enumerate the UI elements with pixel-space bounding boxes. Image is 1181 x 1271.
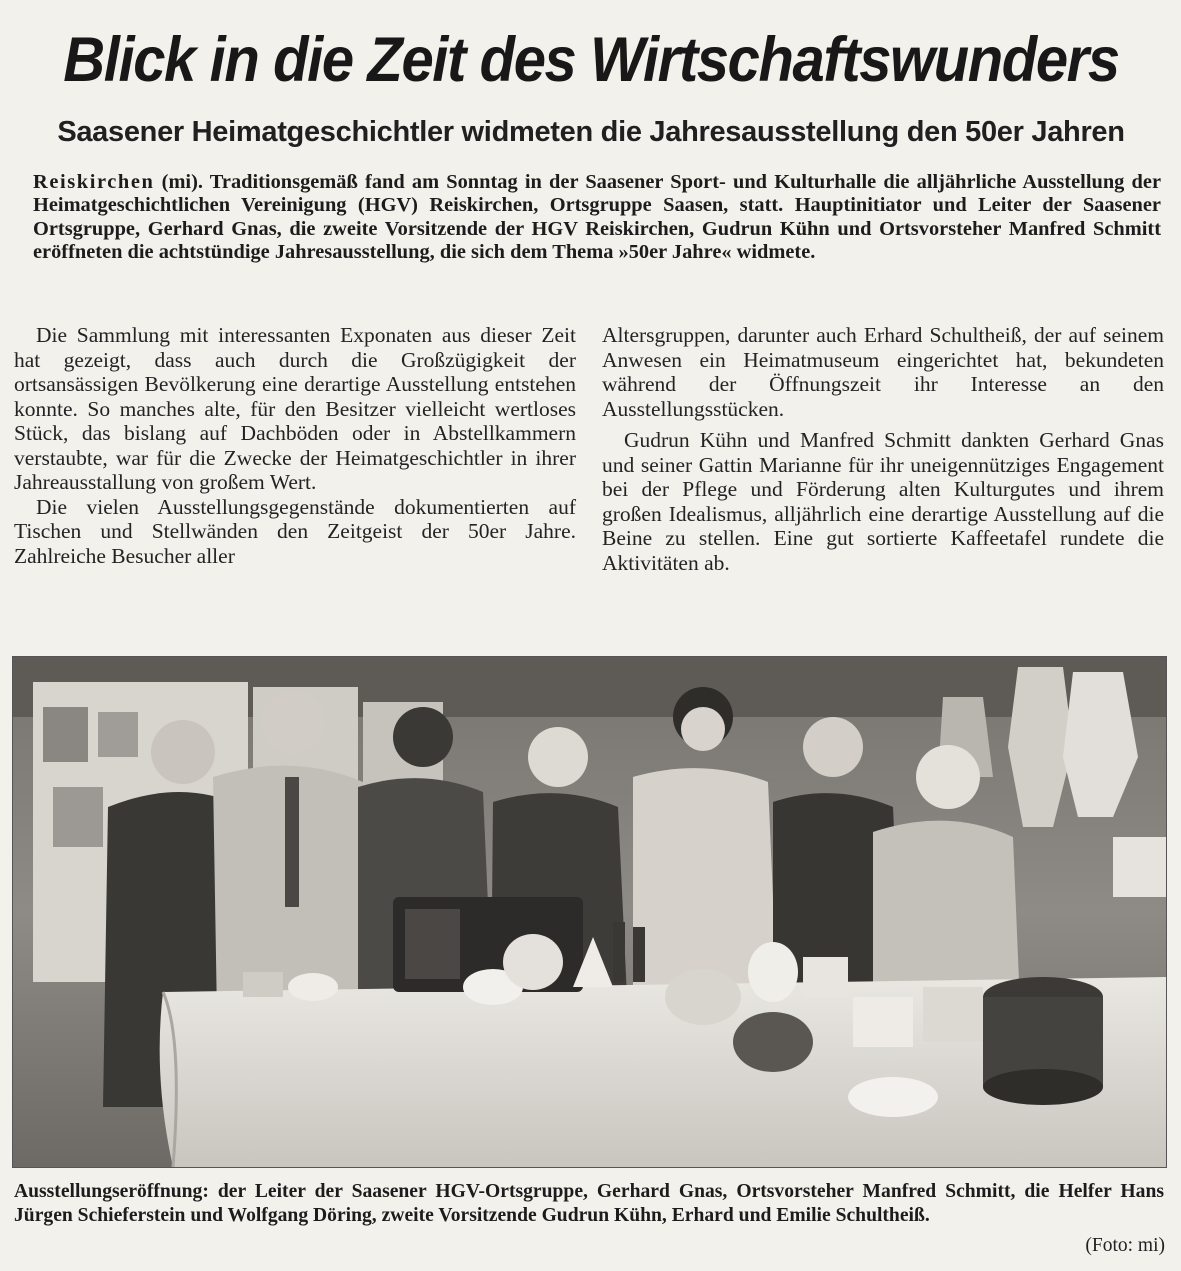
column-left [14,323,576,633]
photo-caption [14,1180,1164,1227]
caption-text: Ausstellungseröffnung: der Leiter der Saasener HGV-Ortsgruppe, Gerhard Gnas, Ortsvorsteher Manfred Schmitt, die Helfer Hans Jürgen Schieferstein und Wolfgang Döring, zweite Vorsitzende Gudrun Kühn, Erhard und Emilie Schultheiß. [14,1181,1164,1226]
body-paragraph: Altersgruppen, darunter auch Erhard Schultheiß, der auf seinem Anwesen ein Heimatmuseum eingerichtet hat, bekundeten während der Öffnungszeit ihr Interesse an den Ausstellungsstücken. [602,323,1164,421]
body-columns [14,323,1164,633]
lead-text: (mi). Traditionsgemäß fand am Sonntag in der Saasener Sport- und Kulturhalle die alljährliche Ausstellung der Heimatgeschichtlichen Vereinigung (HGV) Reiskirchen, Ortsgruppe Saasen, statt. Hauptinitiator und Leiter der Saasener Ortsgruppe, Gerhard Gnas, die zweite Vorsitzende der HGV Reiskirchen, Gudrun Kühn und Ortsvorsteher Manfred Schmitt eröffneten die achtstündige Jahresausstellung, die sich dem Thema »50er Jahre« widmete. [33,171,1161,263]
body-paragraph: Gudrun Kühn und Manfred Schmitt dankten Gerhard Gnas und seiner Gattin Marianne für ihr uneigennütziges Engagement bei der Pflege und Förderung alten Kulturgutes und ihrem großen Idealismus, alljährlich eine derartige Ausstellung auf die Beine zu stellen. Eine gut sortierte Kaffeetafel rundete die Aktivitäten ab. [602,428,1164,575]
exhibition-photo [12,656,1167,1168]
subheadline: Saasener Heimatgeschichtler widmeten die Jahresausstellung den 50er Jahren [57,116,1125,148]
body-paragraph: Die Sammlung mit interessanten Exponaten aus dieser Zeit hat gezeigt, dass auch durch die Großzügigkeit der ortsansässigen Bevölkerung eine derartige Ausstellung entstehen konnte. So manches alte, für den Besitzer vielleicht wertloses Stück, das bislang auf Dachböden oder in Abstellkammern verstaubte, war für die Zwecke der Heimatgeschichtler in ihrer Jahreausstallung von großem Wert. [14,323,576,494]
headline: Blick in die Zeit des Wirtschaftswunders [63,25,1119,95]
photo-illustration [13,657,1166,1167]
column-right [602,323,1164,633]
body-paragraph: Die vielen Ausstellungsgegenstände dokumentierten auf Tischen und Stellwänden den Zeitgeist der 50er Jahre. Zahlreiche Besucher aller [14,494,576,568]
photo-credit: (Foto: mi) [1085,1235,1165,1256]
lead-city: Reiskirchen [33,171,155,193]
lead-paragraph [33,171,1161,264]
